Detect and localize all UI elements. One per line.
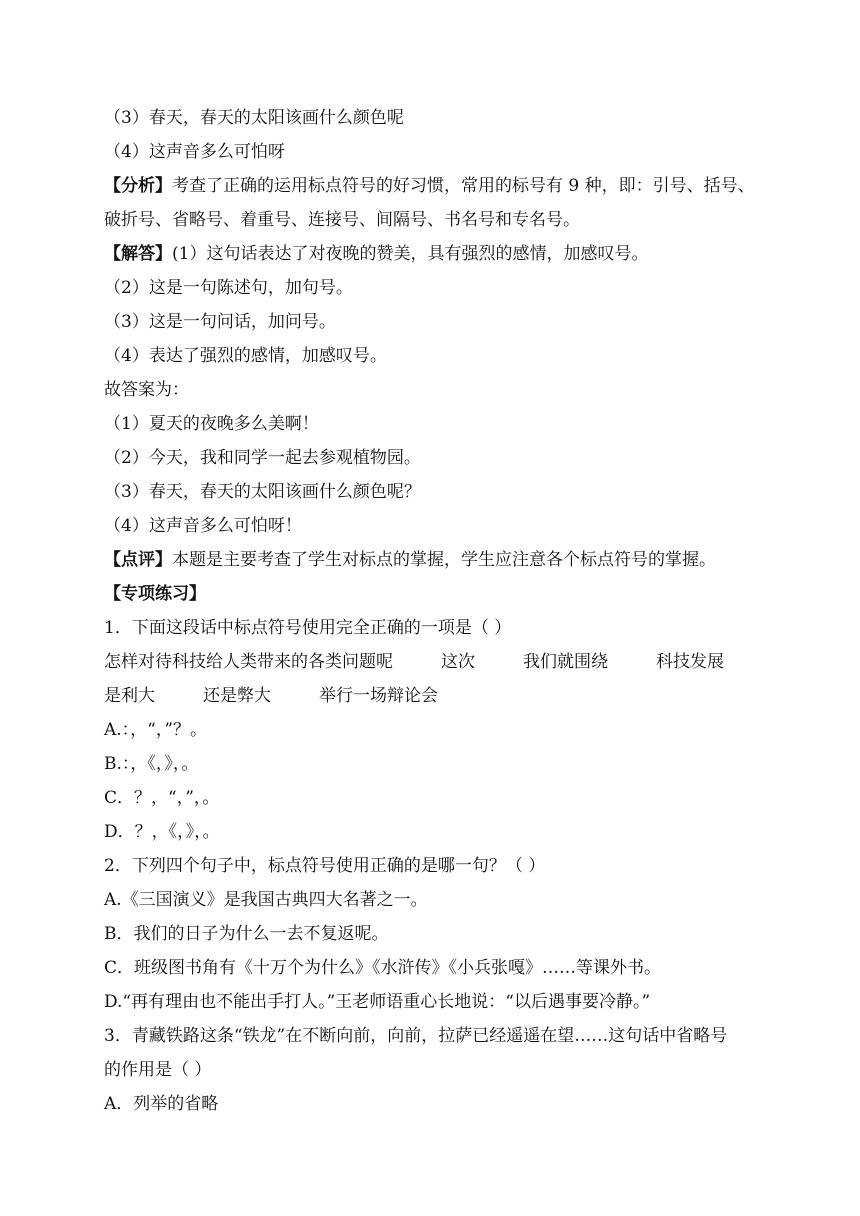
answer-item: （2）这是一句陈述句，加句号。	[104, 278, 353, 298]
question-2-option: A.《三国演义》是我国古典四大名著之一。	[104, 890, 428, 910]
analysis-text: 考查了正确的运用标点符号的好习惯，常用的标号有 9 种，即：引号、括号、	[172, 176, 755, 196]
analysis-line	[104, 169, 764, 203]
answer-tag: 【解答】	[104, 244, 172, 264]
question-1-option: C．？，“，”，。	[104, 788, 220, 808]
passage-segment: 我们就围绕	[523, 652, 608, 672]
question-1-stem: 1．下面这段话中标点符号使用完全正确的一项是（ ）	[104, 618, 512, 638]
comment-text: 本题是主要考查了学生对标点的掌握，学生应注意各个标点符号的掌握。	[172, 550, 716, 570]
document-content	[104, 101, 764, 1121]
passage-segment: 科技发展	[656, 652, 724, 672]
question-3-stem: 3．青藏铁路这条“铁龙”在不断向前，向前，拉萨已经遥遥在望……这句话中省略号	[104, 1026, 728, 1046]
comment-tag: 【点评】	[104, 550, 172, 570]
analysis-tag: 【分析】	[104, 176, 172, 196]
passage-segment: 怎样对待科技给人类带来的各类问题呢	[104, 652, 393, 672]
section-title: 【专项练习】	[104, 584, 206, 604]
question-1-option: A.：，“，”？。	[104, 720, 208, 740]
intro-line: （4）这声音多么可怕呀	[104, 142, 285, 162]
answer-text: (1）这句话表达了对夜晚的赞美，具有强烈的感情，加感叹号。	[172, 244, 649, 264]
answer-result: （4）这声音多么可怕呀！	[104, 516, 302, 536]
passage-segment: 是利大	[104, 686, 155, 706]
passage-segment: 这次	[441, 652, 475, 672]
answer-line	[104, 237, 764, 271]
question-3-option: A．列举的省略	[104, 1094, 219, 1114]
answer-result: （1）夏天的夜晚多么美啊！	[104, 414, 319, 434]
passage-segment: 还是弊大	[203, 686, 271, 706]
question-2-option: C．班级图书角有《十万个为什么》《水浒传》《小兵张嘎》……等课外书。	[104, 958, 662, 978]
question-2-option: D.“再有理由也不能出手打人。”王老师语重心长地说：“以后遇事要冷静。”	[104, 992, 651, 1012]
question-1-option: B.：，《，》，。	[104, 754, 199, 774]
question-1-option: D．？，《，》，。	[104, 822, 220, 842]
question-2-stem: 2．下列四个句子中，标点符号使用正确的是哪一句？（ ）	[104, 856, 546, 876]
answer-result: （2）今天，我和同学一起去参观植物园。	[104, 448, 421, 468]
question-1-passage-line	[104, 679, 764, 713]
intro-line: （3）春天，春天的太阳该画什么颜色呢	[104, 108, 404, 128]
answer-item: （4）表达了强烈的感情，加感叹号。	[104, 346, 387, 366]
question-1-passage-line	[104, 645, 764, 679]
answer-label: 故答案为：	[104, 380, 189, 400]
analysis-line-2: 破折号、省略号、着重号、连接号、间隔号、书名号和专名号。	[104, 210, 580, 230]
answer-item: （3）这是一句问话，加问号。	[104, 312, 336, 332]
comment-line	[104, 543, 764, 577]
question-3-stem-2: 的作用是（ ）	[104, 1060, 212, 1080]
question-2-option: B．我们的日子为什么一去不复返呢。	[104, 924, 389, 944]
passage-segment: 举行一场辩论会	[319, 686, 438, 706]
answer-result: （3）春天，春天的太阳该画什么颜色呢？	[104, 482, 421, 502]
